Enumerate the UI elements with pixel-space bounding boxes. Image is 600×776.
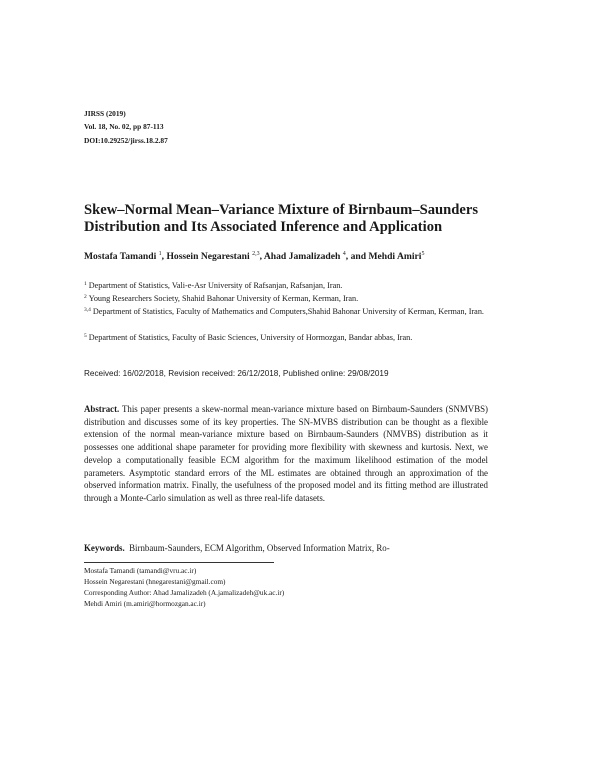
keywords-text: Birnbaum-Saunders, ECM Algorithm, Observed Information Matrix, Ro-: [129, 543, 390, 553]
keywords-label: Keywords.: [84, 543, 125, 553]
author-separator: ,: [161, 251, 167, 262]
affiliation: [84, 330, 504, 344]
affiliation-text: Department of Statistics, Vali-e-Asr University of Rafsanjan, Rafsanjan, Iran.: [88, 281, 343, 290]
affiliation-text: Department of Statistics, Faculty of Mathematics and Computers,Shahid Bahonar University of Kerman, Kerman, Iran.: [92, 307, 484, 316]
footnote: Mostafa Tamandi (tamandi@vru.ac.ir): [84, 566, 197, 575]
author-affil-marker: 4: [342, 251, 346, 257]
doi: DOI:10.29252/jirss.18.2.87: [84, 136, 168, 145]
affiliation-marker: 2: [84, 294, 87, 300]
author-name: Hossein Negarestani: [166, 251, 250, 262]
paper-title: Skew–Normal Mean–Variance Mixture of Birnbaum–Saunders Distribution and Its Associated Inference and Application: [84, 202, 479, 235]
abstract: [84, 403, 488, 505]
publication-dates: Received: 16/02/2018, Revision received: 26/12/2018, Published online: 29/08/2019: [84, 369, 389, 378]
journal-name: JIRSS (2019): [84, 109, 126, 118]
affiliation: [84, 304, 504, 318]
footnote: Hossein Negarestani (hnegarestani@gmail.com): [84, 577, 226, 586]
affiliation-marker: 5: [84, 333, 87, 339]
footnote-divider: [84, 562, 274, 563]
author-affil-marker: 2,3: [252, 251, 260, 257]
footnote: Corresponding Author: Ahad Jamalizadeh (A.jamalizadeh@uk.ac.ir): [84, 588, 285, 597]
affiliation-marker: 3,4: [84, 307, 91, 313]
affiliation-marker: 1: [84, 281, 87, 287]
affiliation-text: Young Researchers Society, Shahid Bahonar University of Kerman, Kerman, Iran.: [88, 294, 359, 303]
affiliation-text: Department of Statistics, Faculty of Basic Sciences, University of Hormozgan, Bandar abbas, Iran.: [88, 333, 413, 342]
author-affil-marker: 5: [421, 251, 425, 257]
abstract-text: This paper presents a skew-normal mean-variance mixture based on Birnbaum-Saunders (SNMVBS) distribution and discusses some of its key properties. The SN-MVBS distribution can be thought as a flexible extension of the normal mean-variance mixture based on Birnbaum-Saunders (NMVBS) distribution as it possesses one additional shape parameter for providing more flexibility with skewness and kurtosis. Next, we develop a computationally feasible ECM algorithm for the maximum likelihood estimation of the model parameters. Asymptotic standard errors of the ML estimates are obtained through an approximation of the observed information matrix. Finally, the usefulness of the proposed model and its fitting method are illustrated through a Monte-Carlo simulation as well as three real-life datasets.: [84, 404, 489, 503]
author-list: [84, 251, 424, 262]
abstract-label: Abstract.: [84, 404, 120, 414]
author-separator: , and: [345, 251, 369, 262]
keywords: [84, 543, 504, 553]
author-affil-marker: 1: [158, 251, 162, 257]
author-name: Mostafa Tamandi: [84, 251, 157, 262]
volume-info: Vol. 18, No. 02, pp 87-113: [84, 122, 164, 131]
footnote: Mehdi Amiri (m.amiri@hormozgan.ac.ir): [84, 599, 206, 608]
author-separator: ,: [259, 251, 264, 262]
author-name: Mehdi Amiri: [368, 251, 422, 262]
author-name: Ahad Jamalizadeh: [263, 251, 341, 262]
